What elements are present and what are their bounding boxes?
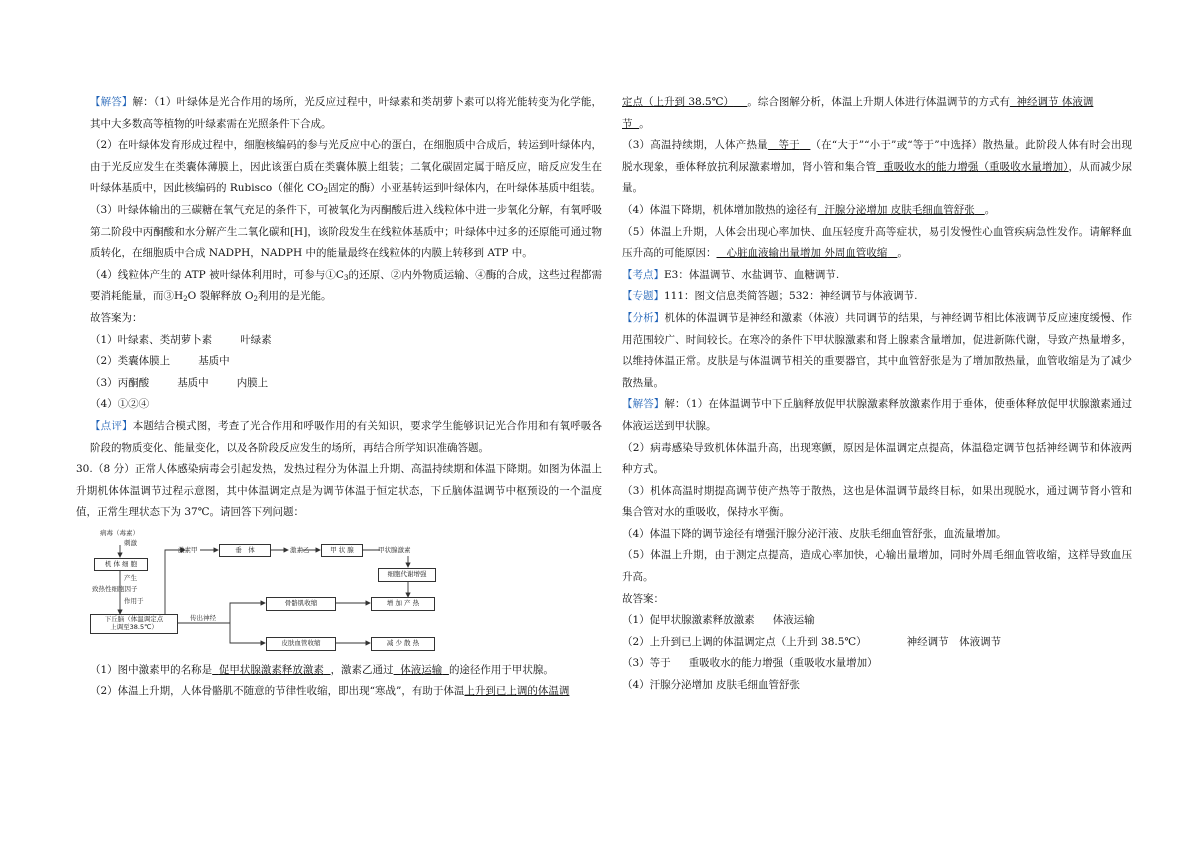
answer-line-3 [90, 373, 602, 395]
answer-line-1 [90, 330, 602, 352]
final-1b: 体液运输 [772, 614, 815, 627]
q2-answer-2 [1010, 96, 1094, 108]
answer-paragraph-1 [90, 92, 602, 135]
answer-2b: 基质中 [198, 355, 230, 368]
answer-tag: 【解答】 [90, 96, 133, 108]
hormone-a-label: 激素甲 [178, 545, 198, 554]
answer-paragraph-3: （3）叶绿体输出的三碳糖在氧气充足的条件下，可被氧化为丙酮酸后进入线粒体中进一步氧化分解，有氧呼吸第二阶段中丙酮酸和水分解产生二氧化碳和[H]，该阶段发生在线粒体基质中；叶绿体中过多的还原能可通过物质转化，在细胞质中合成 NADPH，NADPH 中的能量最终在线粒体的内膜上转移到 ATP 中。 [90, 203, 602, 260]
q1-text-a: （1）图中激素甲的名称是 [90, 663, 213, 676]
question-number: 30. [76, 463, 93, 476]
q3-text-b: （在“大于”“小于”或“等于”中选择）散热量。此阶段人体有时会出现脱水现象，垂体释放抗利尿激素增加，肾小管和集合管 [622, 139, 1133, 173]
knowledge-point [622, 265, 1132, 287]
hormone-b-label: 激素乙 [290, 545, 310, 554]
final-2b: 神经调节 体液调节 [906, 635, 1002, 648]
body-cell-box: 机 体 细 胞 [94, 558, 148, 571]
solution-2: （2）病毒感染导致机体体温升高，出现寒颤，原因是体温调定点提高，体温稳定调节包括神经调节和体液两种方式。 [622, 441, 1132, 476]
sub-question-1 [90, 660, 602, 682]
efferent-nerve-label: 传出神经 [190, 613, 216, 622]
answer-1b: 叶绿素 [240, 333, 272, 346]
answer-2a: （2）类囊体膜上 [90, 355, 171, 368]
final-answer-3 [622, 653, 1132, 675]
virus-label: 病毒（毒素） [100, 528, 139, 537]
q2-answer-2-cont [622, 118, 639, 130]
answer-paragraph-4 [90, 265, 602, 308]
answer-3c: 内膜上 [236, 376, 269, 389]
comment-paragraph [90, 416, 602, 459]
question-30-text: （8 分）正常人体感染病毒会引起发热，发热过程分为体温上升期、高温持续期和体温下降期。如图为体温上升期机体体温调节过程示意图，其中体温调定点是为调节体温于恒定状态，下丘脑体温调节中枢预设的一个温度值，正常生理状态下为 37℃。请回答下列问题： [76, 463, 602, 519]
answer-text-4b: 的还原、②内外物质运输、④酶的合成，这些过程都需要消耗能量，而③H [90, 268, 603, 303]
sub-question-2 [90, 681, 602, 703]
metabolism-box: 细胞代谢增强 [378, 568, 436, 582]
solution-1 [622, 394, 1132, 437]
q2-end: 。 [639, 117, 650, 130]
q4-answer-text: 汗腺分泌增加 皮肤毛细血管舒张 [824, 203, 975, 216]
q2-answer-2-text: 神经调节 体液调 [1016, 96, 1094, 108]
q3-text-a: （3）高温持续期，人体产热量 [622, 139, 768, 152]
q1-text-c: 的途径作用于甲状腺。 [448, 663, 554, 676]
answer-3b: 基质中 [177, 376, 209, 389]
solution-tag: 【解答】 [622, 398, 665, 411]
topic [622, 286, 1132, 308]
final-answer-intro: 故答案： [622, 592, 664, 605]
subscript: 2 [253, 295, 259, 304]
topic-text: 111：图文信息类简答题；532：神经调节与体液调节. [664, 290, 918, 303]
stimulate-label: 刺激 [124, 538, 137, 547]
thyroxine-label: 甲状腺激素 [378, 545, 411, 554]
answer-3a: （3）丙酮酸 [90, 376, 150, 389]
question-30 [76, 459, 602, 524]
comment-text: 本题结合模式图，考查了光合作用和呼吸作用的有关知识，要求学生能够识记光合作用和有氧呼吸各阶段的物质变化、能量变化，以及各阶段反应发生的场所，再结合所学知识准确答题。 [90, 419, 603, 454]
solution-3: （3）机体高温时期提高调节使产热等于散热，这也是体温调节最终目标，如果出现脱水，通过调节肾小管和集合管对水的重吸收，保持水平衡。 [622, 484, 1132, 519]
q4-text-a: （4）体温下降期，机体增加散热的途径有 [622, 203, 818, 216]
final-2a: （2）上升到已上调的体温调定点（上升到 38.5℃） [622, 635, 867, 648]
pituitary-box: 垂 体 [219, 544, 271, 557]
knowledge-tag: 【考点】 [622, 268, 664, 281]
analysis-tag: 【分析】 [622, 311, 665, 324]
q1-text-b: ，激素乙通过 [330, 663, 394, 676]
pyrogen-label: 致热性细胞因子 [92, 584, 138, 593]
final-3a: （3）等于 [622, 657, 671, 670]
q4-answer [818, 204, 985, 216]
q2-answer-2-cont-text: 节 [622, 117, 633, 130]
subscript: 2 [183, 295, 188, 304]
q2-answer: 上升到已上调的体温调 [464, 685, 570, 698]
skin-vessel-box: 皮肤血管收缩 [266, 637, 336, 651]
q1-answer-1-text: 促甲状腺激素释放激素 [218, 663, 324, 676]
increase-heat-box: 增 加 产 热 [371, 597, 435, 611]
final-3b: 重吸收水的能力增强（重吸收水量增加） [688, 657, 878, 670]
hypothalamus-box [90, 614, 178, 634]
sub-question-3 [622, 135, 1132, 200]
q2-answer-cont-text: 定点（上升到 38.5℃） [622, 96, 734, 108]
q4-end: 。 [984, 203, 996, 216]
subscript: 2 [323, 187, 329, 196]
q5-answer [717, 247, 898, 259]
sub-question-5 [622, 222, 1132, 265]
q1-answer-2 [394, 664, 449, 676]
q3-answer-1-text: 等于 [778, 139, 800, 152]
topic-tag: 【专题】 [622, 290, 664, 303]
q2-answer-cont [622, 96, 747, 108]
final-answer-2 [622, 632, 1132, 654]
thermoregulation-diagram [90, 528, 435, 658]
answer-paragraph-2 [90, 135, 602, 200]
q5-answer-text: 心脏血液输出量增加 外周血管收缩 [726, 247, 888, 260]
q3-text-c: ，从而减少尿量。 [622, 160, 1133, 195]
q5-end: 。 [897, 247, 908, 260]
final-answer-4: （4）汗腺分泌增加 皮肤毛细血管舒张 [622, 679, 801, 692]
answer-text-1: 解：（1）叶绿体是光合作用的场所，光反应过程中，叶绿素和类胡萝卜素可以将光能转变为化学能，其中大多数高等植物的叶绿素需在光照条件下合成。 [90, 96, 602, 130]
sub-question-4 [622, 200, 1132, 222]
answer-1a: （1）叶绿素、类胡萝卜素 [90, 333, 213, 346]
answer-text-2b: 固定的酶）小亚基转运到叶绿体内，在叶绿体基质中组装。 [328, 182, 602, 195]
hypothalamus-line-2: 上调至38.5℃） [110, 622, 158, 631]
analysis [622, 308, 1132, 394]
act-on-label: 作用于 [124, 596, 144, 605]
q2-text-a: （2）体温上升期，人体骨骼肌不随意的节律性收缩，即出现“寒战”，有助于体温 [90, 685, 465, 698]
right-column [622, 92, 1132, 697]
skeletal-muscle-box: 骨骼肌收缩 [266, 597, 336, 611]
analysis-text: 机体的体温调节是神经和激素（体液）共同调节的结果，与神经调节相比体液调节反应速度缓慢、作用范围较广、时间较长。在寒冷的条件下甲状腺激素和肾上腺素含量增加，促进新陈代谢，导致产热量增多，以维持体温正常。皮肤是与体温调节相关的重要器官，其中血管舒张是为了增加散热量，血管收缩是为了减少散热量。 [622, 311, 1133, 389]
thyroid-box: 甲 状 腺 [321, 544, 363, 557]
solution-4: （4）体温下降的调节途径有增强汗腺分泌汗液、皮肤毛细血管舒张，血流量增加。 [622, 527, 1007, 540]
final-1a: （1）促甲状腺激素释放激素 [622, 614, 755, 627]
q1-answer-2-text: 体液运输 [400, 663, 443, 676]
answer-line-4: （4）①②④ [90, 398, 150, 411]
hypothalamus-line-1: 下丘脑（体温调定点 [104, 614, 164, 623]
answer-text-4d: 利用的是光能。 [258, 290, 332, 303]
q2-text-b: 。综合图解分析，体温上升期人体进行体温调节的方式有 [747, 96, 1010, 108]
q1-answer-1 [212, 664, 330, 676]
solution-1-text: 解：（1）在体温调节中下丘脑释放促甲状腺激素释放激素作用于垂体，使垂体释放促甲状腺激素通过体液运送到甲状腺。 [622, 398, 1133, 432]
solution-5: （5）体温上升期，由于测定点提高，造成心率加快，心输出量增加，同时外周毛细血管收缩，这样导致血压升高。 [622, 549, 1132, 584]
answer-intro: 故答案为： [90, 311, 143, 324]
q2-continued [622, 92, 1132, 135]
q5-text-a: （5）体温上升期，人体会出现心率加快、血压轻度升高等症状，易引发慢性心血管疾病急性发作。请解释血压升高的可能原因： [622, 225, 1132, 260]
answer-text-2a: （2）在叶绿体发育形成过程中，细胞核编码的参与光反应中心的蛋白，在细胞质中合成后，转运到叶绿体内，由于光反应发生在类囊体薄膜上，因此该蛋白质在类囊体膜上组装；二氧化碳固定属于暗反应，暗反应发生在叶绿体基质中，因此核编码的 Rubisco（催化 CO [90, 139, 602, 195]
q3-answer-2 [876, 161, 1068, 173]
reduce-heat-loss-box: 减 少 散 热 [371, 637, 435, 651]
comment-tag: 【点评】 [90, 419, 133, 432]
produce-label: 产生 [124, 573, 137, 582]
q3-answer-1 [768, 139, 811, 151]
final-answer-1 [622, 610, 1132, 632]
q3-answer-2-text: 重吸收水的能力增强（重吸收水量增加） [883, 160, 1069, 173]
subscript: 3 [343, 273, 349, 282]
knowledge-text: E3：体温调节、水盐调节、血糖调节. [664, 268, 840, 281]
answer-text-4c: O 裂解释放 O [187, 290, 254, 303]
left-column [76, 92, 603, 703]
answer-line-2 [90, 351, 602, 373]
answer-text-4a: （4）线粒体产生的 ATP 被叶绿体利用时，可参与①C [90, 268, 344, 281]
